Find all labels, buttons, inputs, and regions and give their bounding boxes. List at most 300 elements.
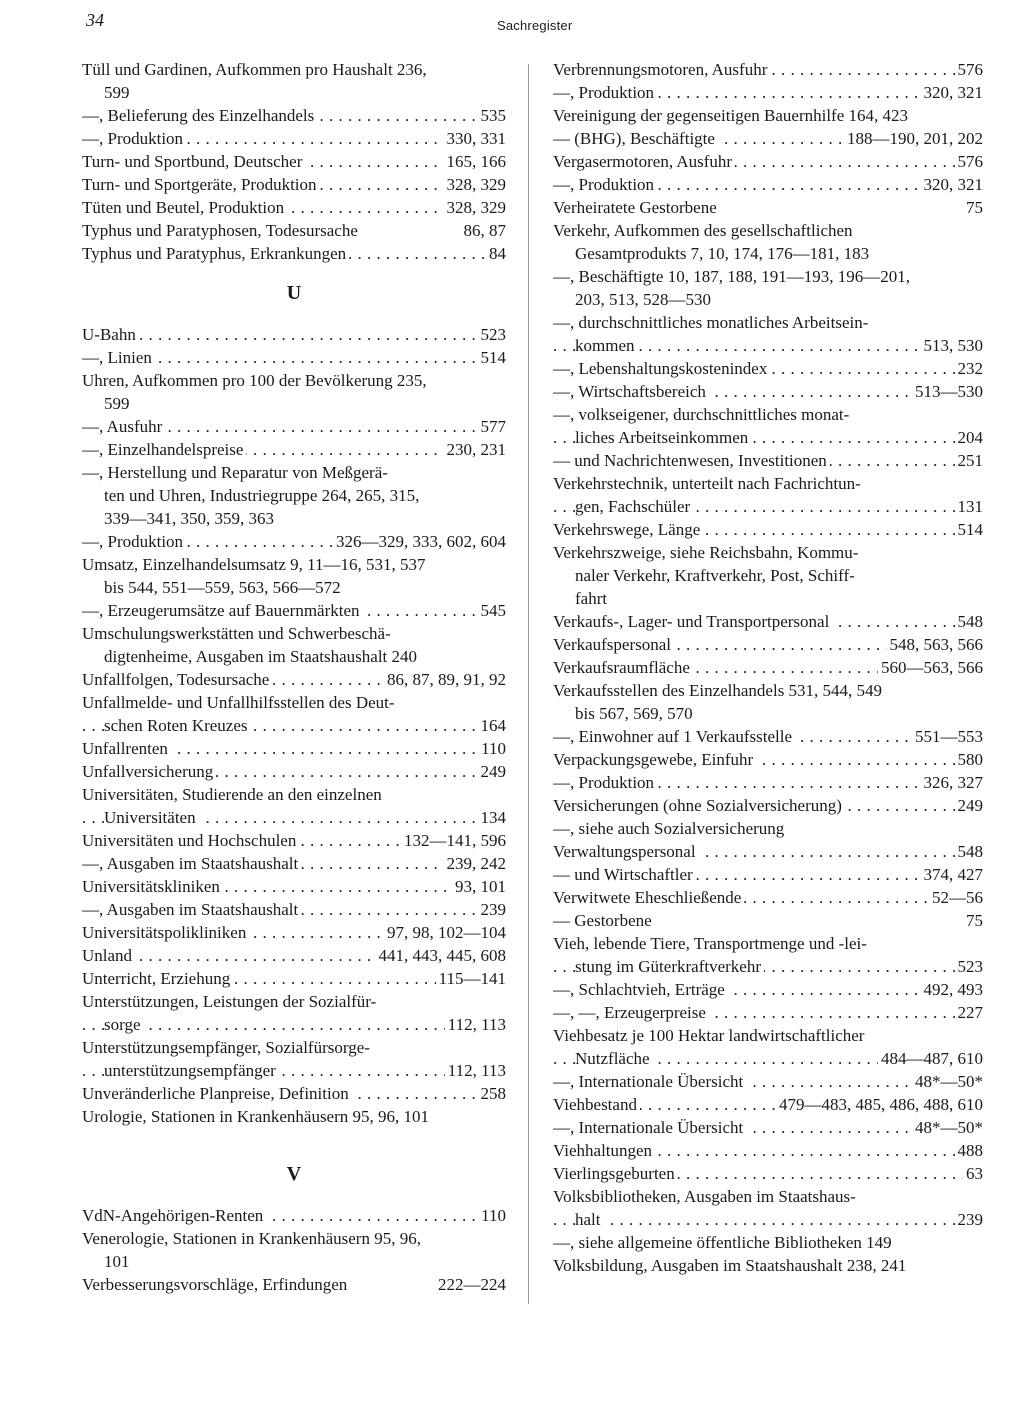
entry-text: 339—341, 350, 359, 363 xyxy=(104,509,277,528)
page-reference: 249 xyxy=(478,760,507,783)
entry-line xyxy=(553,81,983,104)
entry-line xyxy=(553,794,983,817)
entry-text: 599 xyxy=(104,83,133,102)
index-entry xyxy=(553,311,983,357)
entry-line xyxy=(553,150,983,173)
page-reference: 48*—50* xyxy=(912,1070,983,1093)
entry-text: — und Nachrichtenwesen, Investitionen xyxy=(553,451,830,470)
entry-text: 101 xyxy=(104,1252,133,1271)
entry-line xyxy=(553,587,983,610)
entry-text: —, siehe auch Sozialversicherung xyxy=(553,819,787,838)
entry-line xyxy=(82,392,506,415)
page-reference: 258 xyxy=(478,1082,507,1105)
entry-text: Unfallfolgen, Todesursache xyxy=(82,670,272,689)
page-reference: 484—487, 610 xyxy=(878,1047,983,1070)
page-reference: 576 xyxy=(955,58,984,81)
index-entry xyxy=(553,518,983,541)
entry-line xyxy=(82,691,506,714)
index-entry xyxy=(82,461,506,530)
entry-text: Unfallmelde- und Unfallhilfsstellen des Deut- xyxy=(82,693,398,712)
page-reference: 249 xyxy=(955,794,984,817)
index-entry xyxy=(82,242,506,265)
entry-text: —, Ausfuhr xyxy=(82,417,165,436)
entry-text: —, Wirtschaftsbereich xyxy=(553,382,709,401)
index-entry xyxy=(82,737,506,760)
entry-text: Vierlingsgeburten xyxy=(553,1164,678,1183)
entry-text: —, Schlachtvieh, Erträge xyxy=(553,980,728,999)
entry-line xyxy=(553,104,983,127)
index-entry xyxy=(553,1116,983,1139)
entry-line xyxy=(82,323,506,346)
index-entry xyxy=(553,219,983,265)
index-entry xyxy=(553,58,983,81)
index-entry xyxy=(82,990,506,1036)
page-reference: 239 xyxy=(478,898,507,921)
entry-line xyxy=(82,507,506,530)
page-reference: 513, 530 xyxy=(921,334,984,357)
entry-line xyxy=(82,967,506,990)
index-entry xyxy=(553,265,983,311)
entry-text: Typhus und Paratyphus, Erkrankungen xyxy=(82,244,349,263)
entry-text: Verkaufsstellen des Einzelhandels 531, 544, 549 xyxy=(553,681,885,700)
index-entry xyxy=(82,346,506,369)
entry-text: Verkehrszweige, siehe Reichsbahn, Kommu- xyxy=(553,543,861,562)
entry-text: Vergasermotoren, Ausfuhr xyxy=(553,152,735,171)
page-reference: 488 xyxy=(955,1139,984,1162)
entry-line xyxy=(82,599,506,622)
page-reference: 112, 113 xyxy=(445,1013,506,1036)
page-reference: 84 xyxy=(486,242,506,265)
index-entry xyxy=(553,817,983,840)
entry-line xyxy=(82,944,506,967)
page-reference: 112, 113 xyxy=(445,1059,506,1082)
entry-line xyxy=(82,1036,506,1059)
index-entry xyxy=(553,104,983,127)
index-entry xyxy=(553,771,983,794)
page-reference: 86, 87, 89, 91, 92 xyxy=(384,668,506,691)
entry-line xyxy=(82,58,506,81)
entry-line xyxy=(553,1254,983,1277)
entry-line xyxy=(82,645,506,668)
index-entry xyxy=(553,748,983,771)
entry-line xyxy=(82,196,506,219)
entry-text: U-Bahn xyxy=(82,325,139,344)
entry-line xyxy=(553,242,983,265)
entry-line xyxy=(82,1013,506,1036)
entry-text: stung im Güterkraftverkehr xyxy=(575,957,764,976)
page-reference: 320, 321 xyxy=(921,173,984,196)
index-entry xyxy=(553,150,983,173)
entry-text: —, Einzelhandelspreise xyxy=(82,440,246,459)
entry-text: Tüll und Gardinen, Aufkommen pro Haushalt 236, xyxy=(82,60,430,79)
entry-text: Verkaufs-, Lager- und Transportpersonal xyxy=(553,612,832,631)
entry-text: —, Internationale Übersicht xyxy=(553,1118,746,1137)
section-letter-u: U xyxy=(286,282,302,304)
entry-text: ten und Uhren, Industriegruppe 264, 265, 315, xyxy=(104,486,422,505)
index-entry xyxy=(553,1001,983,1024)
index-entry xyxy=(553,173,983,196)
entry-line xyxy=(82,1082,506,1105)
entry-text: Universitäten xyxy=(104,808,199,827)
page-reference: 479—483, 485, 486, 488, 610 xyxy=(776,1093,983,1116)
entry-line xyxy=(553,1231,983,1254)
page-reference: 134 xyxy=(478,806,507,829)
entry-line xyxy=(553,817,983,840)
entry-line xyxy=(82,783,506,806)
entry-text: sorge xyxy=(104,1015,144,1034)
page-reference: 239 xyxy=(955,1208,984,1231)
entry-line xyxy=(82,150,506,173)
page-reference: 52—56 xyxy=(929,886,983,909)
entry-text: —, Ausgaben im Staatshaushalt xyxy=(82,900,301,919)
index-entry xyxy=(553,1185,983,1231)
entry-text: Verkehrstechnik, unterteilt nach Fachrichtun- xyxy=(553,474,864,493)
page-reference: 492, 493 xyxy=(921,978,984,1001)
index-entry xyxy=(82,1273,506,1296)
index-entry xyxy=(82,622,506,668)
entry-line xyxy=(82,484,506,507)
entry-text: Verwitwete Eheschließende xyxy=(553,888,744,907)
entry-text: Nutzfläche xyxy=(575,1049,653,1068)
entry-text: VdN-Angehörigen-Renten xyxy=(82,1206,266,1225)
entry-text: Turn- und Sportbund, Deutscher xyxy=(82,152,305,171)
entry-text: —, Produktion xyxy=(553,175,657,194)
entry-text: fahrt xyxy=(575,589,610,608)
page-reference: 535 xyxy=(478,104,507,127)
entry-line xyxy=(553,449,983,472)
section-letter-v: V xyxy=(286,1163,302,1185)
entry-line xyxy=(553,679,983,702)
entry-text: Verheiratete Gestorbene xyxy=(553,198,720,217)
entry-line xyxy=(553,288,983,311)
entry-text: 203, 513, 528—530 xyxy=(575,290,714,309)
page-reference: 548 xyxy=(955,840,984,863)
entry-text: Tüten und Beutel, Produktion xyxy=(82,198,287,217)
entry-text: Gesamtprodukts 7, 10, 174, 176—181, 183 xyxy=(575,244,872,263)
entry-text: Vereinigung der gegenseitigen Bauernhilfe 164, 423 xyxy=(553,106,911,125)
entry-text: Universitäten, Studierende an den einzelnen xyxy=(82,785,385,804)
page-reference: 326, 327 xyxy=(921,771,984,794)
entry-text: Verwaltungspersonal xyxy=(553,842,699,861)
entry-text: —, Beschäftigte 10, 187, 188, 191—193, 196—201, xyxy=(553,267,913,286)
entry-line xyxy=(553,725,983,748)
page-reference: 110 xyxy=(478,737,506,760)
entry-line xyxy=(553,472,983,495)
page-reference: 165, 166 xyxy=(444,150,507,173)
index-entry xyxy=(82,150,506,173)
index-entry xyxy=(82,104,506,127)
index-entry xyxy=(553,127,983,150)
index-entry xyxy=(553,840,983,863)
index-entry xyxy=(82,323,506,346)
page-reference: 545 xyxy=(478,599,507,622)
index-entry xyxy=(82,783,506,829)
entry-line xyxy=(553,1208,983,1231)
page-reference: 513—530 xyxy=(912,380,983,403)
entry-text: Unland xyxy=(82,946,135,965)
index-entry xyxy=(82,58,506,104)
entry-line xyxy=(553,633,983,656)
entry-text: Viehbestand xyxy=(553,1095,640,1114)
entry-line xyxy=(553,426,983,449)
entry-line xyxy=(82,921,506,944)
index-entry xyxy=(553,1162,983,1185)
entry-line xyxy=(553,196,983,219)
index-entry xyxy=(82,829,506,852)
entry-line xyxy=(553,909,983,932)
entry-line xyxy=(82,461,506,484)
page-reference: 131 xyxy=(955,495,984,518)
entry-text: Verpackungsgewebe, Einfuhr xyxy=(553,750,756,769)
entry-text: —, durchschnittliches monatliches Arbeitsein- xyxy=(553,313,871,332)
index-entry xyxy=(553,656,983,679)
entry-line xyxy=(82,219,506,242)
entry-text: Venerologie, Stationen in Krankenhäusern 95, 96, xyxy=(82,1229,424,1248)
page-reference: 320, 321 xyxy=(921,81,984,104)
entry-text: —, Erzeugerumsätze auf Bauernmärkten xyxy=(82,601,363,620)
left-column xyxy=(82,58,506,1296)
page-reference: 328, 329 xyxy=(444,173,507,196)
index-entry xyxy=(553,886,983,909)
index-entry xyxy=(553,863,983,886)
entry-line xyxy=(553,978,983,1001)
entry-text: Verkaufsraumfläche xyxy=(553,658,693,677)
index-entry xyxy=(553,380,983,403)
entry-text: —, Produktion xyxy=(553,773,657,792)
entry-text: Urologie, Stationen in Krankenhäusern 95, 96, 101 xyxy=(82,1107,432,1126)
page-reference: 580 xyxy=(955,748,984,771)
page-reference: 93, 101 xyxy=(452,875,506,898)
page-reference: 523 xyxy=(478,323,507,346)
index-entry xyxy=(82,852,506,875)
page-reference: 97, 98, 102—104 xyxy=(384,921,506,944)
page-reference: 548 xyxy=(955,610,984,633)
entry-line xyxy=(82,369,506,392)
entry-text: Universitätspolikliniken xyxy=(82,923,249,942)
index-entry xyxy=(82,438,506,461)
entries-v xyxy=(82,1204,506,1296)
entry-line xyxy=(82,173,506,196)
page-reference: 514 xyxy=(955,518,984,541)
page-reference: 560—563, 566 xyxy=(878,656,983,679)
index-entry xyxy=(82,944,506,967)
page-reference: 576 xyxy=(955,150,984,173)
entry-line xyxy=(553,1116,983,1139)
page-number: 34 xyxy=(86,10,104,30)
page-reference: 222—224 xyxy=(435,1273,506,1296)
page-reference: 63 xyxy=(963,1162,983,1185)
page-reference: 232 xyxy=(955,357,984,380)
entry-line xyxy=(553,564,983,587)
page-reference: 86, 87 xyxy=(461,219,507,242)
entry-text: Unveränderliche Planpreise, Definition xyxy=(82,1084,352,1103)
entry-text: halt xyxy=(575,1210,604,1229)
entry-text: Typhus und Paratyphosen, Todesursache xyxy=(82,221,361,240)
entry-line xyxy=(82,737,506,760)
index-entry xyxy=(82,196,506,219)
entry-line xyxy=(553,863,983,886)
entry-line xyxy=(553,1185,983,1208)
index-entry xyxy=(82,219,506,242)
entry-line xyxy=(82,1273,506,1296)
entry-line xyxy=(553,541,983,564)
entry-line xyxy=(553,127,983,150)
entry-text: —, siehe allgemeine öffentliche Bibliotheken 149 xyxy=(553,1233,895,1252)
index-entry xyxy=(553,679,983,725)
entry-text: Versicherungen (ohne Sozialversicherung) xyxy=(553,796,845,815)
entry-line xyxy=(553,886,983,909)
entry-line xyxy=(82,806,506,829)
entry-line xyxy=(82,576,506,599)
entry-text: Universitäten und Hochschulen xyxy=(82,831,299,850)
entry-text: —, Einwohner auf 1 Verkaufsstelle xyxy=(553,727,795,746)
entry-text: 599 xyxy=(104,394,133,413)
index-entry xyxy=(553,449,983,472)
index-entry xyxy=(553,794,983,817)
index-entry xyxy=(553,1231,983,1254)
index-entry xyxy=(553,725,983,748)
entry-text: Verkaufspersonal xyxy=(553,635,674,654)
entry-line xyxy=(82,81,506,104)
entry-line xyxy=(553,403,983,426)
page-reference: 514 xyxy=(478,346,507,369)
entry-line xyxy=(553,1139,983,1162)
entry-line xyxy=(553,380,983,403)
entry-text: —, Produktion xyxy=(82,532,186,551)
entry-text: — Gestorbene xyxy=(553,911,655,930)
page-reference: 227 xyxy=(955,1001,984,1024)
entry-text: liches Arbeitseinkommen xyxy=(575,428,751,447)
index-entry xyxy=(553,1139,983,1162)
entry-line xyxy=(82,1227,506,1250)
entry-text: Uhren, Aufkommen pro 100 der Bevölkerung 235, xyxy=(82,371,430,390)
entry-text: Unterstützungen, Leistungen der Sozialfür- xyxy=(82,992,379,1011)
entry-line xyxy=(553,495,983,518)
entry-line xyxy=(553,702,983,725)
index-entry xyxy=(553,633,983,656)
entry-text: —, —, Erzeugerpreise xyxy=(553,1003,709,1022)
entry-text: —, volkseigener, durchschnittliches monat- xyxy=(553,405,852,424)
page-reference: 577 xyxy=(478,415,507,438)
entry-text: —, Ausgaben im Staatshaushalt xyxy=(82,854,301,873)
entry-line xyxy=(82,898,506,921)
right-column xyxy=(553,58,983,1277)
column-divider xyxy=(528,64,529,1304)
entry-text: naler Verkehr, Kraftverkehr, Post, Schiff- xyxy=(575,566,858,585)
entry-text: schen Roten Kreuzes xyxy=(104,716,251,735)
entry-line xyxy=(553,334,983,357)
index-entry xyxy=(553,1093,983,1116)
page-reference: 164 xyxy=(478,714,507,737)
entry-line xyxy=(82,1059,506,1082)
index-entry xyxy=(82,760,506,783)
index-entry xyxy=(82,127,506,150)
entry-line xyxy=(82,714,506,737)
entry-text: bis 544, 551—559, 563, 566—572 xyxy=(104,578,344,597)
page-reference: 239, 242 xyxy=(444,852,507,875)
index-entry xyxy=(553,81,983,104)
page-reference: 48*—50* xyxy=(912,1116,983,1139)
page-reference: 374, 427 xyxy=(921,863,984,886)
page-title: Sachregister xyxy=(497,18,573,33)
entry-text: Verkehr, Aufkommen des gesellschaftlichen xyxy=(553,221,856,240)
entry-line xyxy=(82,104,506,127)
page-reference: 441, 443, 445, 608 xyxy=(376,944,507,967)
entry-text: unterstützungsempfänger xyxy=(104,1061,279,1080)
entry-text: Vieh, lebende Tiere, Transportmenge und -lei- xyxy=(553,934,870,953)
entries-u xyxy=(82,323,506,1128)
index-entry xyxy=(553,196,983,219)
entry-line xyxy=(82,875,506,898)
entry-line xyxy=(82,1204,506,1227)
page-reference: 115—141 xyxy=(436,967,506,990)
entry-text: gen, Fachschüler xyxy=(575,497,693,516)
index-entry xyxy=(82,898,506,921)
entry-text: —, Lebenshaltungskostenindex xyxy=(553,359,770,378)
entry-text: Verbesserungsvorschläge, Erfindungen xyxy=(82,1275,350,1294)
page-reference: 188—190, 201, 202 xyxy=(844,127,983,150)
entry-text: Volksbildung, Ausgaben im Staatshaushalt 238, 241 xyxy=(553,1256,909,1275)
entry-line xyxy=(82,622,506,645)
entry-text: —, Belieferung des Einzelhandels xyxy=(82,106,317,125)
index-entry xyxy=(82,691,506,737)
entry-line xyxy=(553,771,983,794)
entry-line xyxy=(553,840,983,863)
entry-line xyxy=(82,553,506,576)
entry-text: Unfallrenten xyxy=(82,739,171,758)
entry-text: Unterricht, Erziehung xyxy=(82,969,233,988)
entries-v-continued xyxy=(553,58,983,1277)
entry-line xyxy=(553,357,983,380)
entry-line xyxy=(82,990,506,1013)
page-reference: 523 xyxy=(955,955,984,978)
page-reference: 551—553 xyxy=(912,725,983,748)
index-entry xyxy=(553,932,983,978)
entry-text: kommen xyxy=(575,336,638,355)
entry-text: Verkehrswege, Länge xyxy=(553,520,703,539)
page-reference: 110 xyxy=(478,1204,506,1227)
index-entry xyxy=(553,472,983,518)
entry-line xyxy=(82,852,506,875)
index-entry xyxy=(82,921,506,944)
index-entry xyxy=(82,668,506,691)
entry-line xyxy=(553,610,983,633)
entry-text: Viehhaltungen xyxy=(553,1141,655,1160)
entry-text: Viehbesatz je 100 Hektar landwirtschaftlicher xyxy=(553,1026,867,1045)
entry-line xyxy=(82,829,506,852)
entry-line xyxy=(82,438,506,461)
entry-line xyxy=(82,242,506,265)
page-reference: 330, 331 xyxy=(444,127,507,150)
page-reference: 230, 231 xyxy=(444,438,507,461)
entry-line xyxy=(82,530,506,553)
entry-line xyxy=(553,955,983,978)
index-entry xyxy=(82,173,506,196)
entry-line xyxy=(553,311,983,334)
entry-line xyxy=(553,748,983,771)
index-entry xyxy=(553,357,983,380)
page-reference: 326—329, 333, 602, 604 xyxy=(333,530,506,553)
index-entry xyxy=(553,909,983,932)
entry-text: Umschulungswerkstätten und Schwerbeschä- xyxy=(82,624,394,643)
entry-line xyxy=(82,346,506,369)
page-reference: 75 xyxy=(963,909,983,932)
entry-text: —, Linien xyxy=(82,348,155,367)
entry-text: —, Internationale Übersicht xyxy=(553,1072,746,1091)
entry-line xyxy=(82,127,506,150)
entry-line xyxy=(82,668,506,691)
page-reference: 75 xyxy=(963,196,983,219)
